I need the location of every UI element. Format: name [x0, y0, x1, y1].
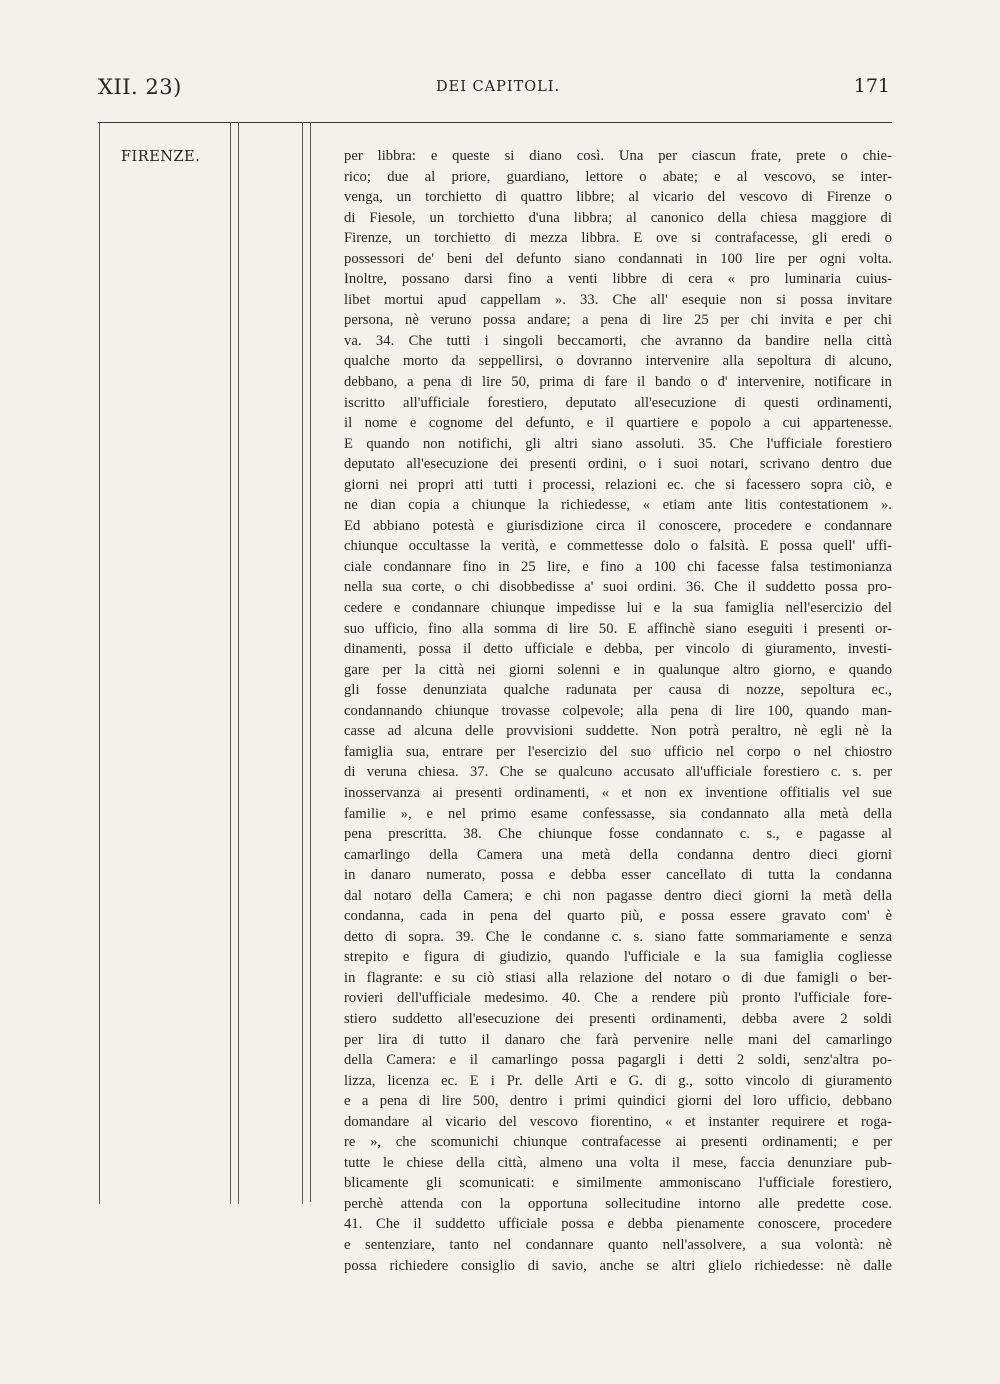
- text-line: qualche morto da seppellirsi, o dovranno intervenire alla sepoltura di alcuno,: [344, 353, 892, 370]
- text-line: lizza, licenza ec. E i Pr. delle Arti e G. di g., sotto vincolo di giuramento: [344, 1072, 892, 1089]
- column-divider: [302, 122, 303, 1204]
- city-label: FIRENZE.: [121, 149, 201, 165]
- text-line: cedere e condannare chiunque impedisse lui e la sua famiglia nell'esercizio del: [344, 600, 892, 617]
- text-line: ciale condannare fino in 25 lire, e fino a 100 chi facesse falsa testimonianza: [344, 558, 892, 575]
- text-line: ne dian copia a chiunque la richiedesse, « etiam ante litis contestationem ».: [344, 497, 892, 514]
- text-line: dal notaro della Camera; e chi non pagasse dentro dieci giorni la metà della: [344, 887, 892, 904]
- text-line: pena prescritta. 38. Che chiunque fosse condannato c. s., e pagasse al: [344, 826, 892, 843]
- text-line: domandare al vicario del vescovo fiorentino, « et instanter requirere et roga-: [344, 1113, 892, 1130]
- text-line: rovieri dell'ufficiale medesimo. 40. Che a rendere più pronto l'ufficiale fore-: [344, 990, 892, 1007]
- text-line: stiero suddetto all'esecuzione dei presenti ordinamenti, debba avere 2 soldi: [344, 1010, 892, 1027]
- text-line: di Fiesole, un torchietto d'una libbra; al canonico della chiesa maggiore di: [344, 209, 892, 226]
- page-number: 171: [853, 75, 890, 97]
- main-text: [344, 146, 892, 1276]
- header-rule: [98, 122, 892, 123]
- text-line: in danaro numerato, possa e debba esser cancellato di tutta la condanna: [344, 867, 892, 884]
- text-line: camarlingo della Camera una metà della condanna dentro dieci giorni: [344, 846, 892, 863]
- text-line: debbano, a pena di lire 50, prima di fare il bando o d' intervenire, notificare in: [344, 374, 892, 391]
- text-line: deputato all'esecuzione dei presenti ordini, o i suoi notari, scrivano dentro due: [344, 456, 892, 473]
- text-line: di veruna chiesa. 37. Che se qualcuno accusato all'ufficiale forestiero c. s. per: [344, 764, 892, 781]
- running-title: DEI CAPITOLI.: [436, 79, 561, 95]
- text-line: rico; due al priore, guardiano, lettore o abate; e al vescovo, se inter-: [344, 168, 892, 185]
- text-line: casse ad alcuna delle provvisioni suddette. Non potrà peraltro, nè egli nè la: [344, 723, 892, 740]
- text-line: della Camera: e il camarlingo possa pagargli i detti 2 soldi, senz'altra po-: [344, 1052, 892, 1069]
- column-divider: [238, 122, 239, 1204]
- text-line: libet mortui apud cappellam ». 33. Che all' esequie non si possa invitare: [344, 291, 892, 308]
- text-line: Ed abbiano potestà e giurisdizione circa il conoscere, procedere e condannare: [344, 517, 892, 534]
- text-line: inosservanza ai presenti ordinamenti, « et non ex inventione offitialis vel sue: [344, 784, 892, 801]
- text-line: persona, nè veruno possa andare; a pena di lire 25 per chi invita e per chi: [344, 312, 892, 329]
- text-line: famiglia sua, entrare per l'esercizio del suo ufficio nel corpo o nel chiostro: [344, 743, 892, 760]
- text-line: familie », e nel primo esame confessasse, sia condannato alla metà della: [344, 805, 892, 822]
- text-line: nella sua corte, o chi disobbedisse a' suoi ordini. 36. Che il suddetto possa pro-: [344, 579, 892, 596]
- text-line: detto di sopra. 39. Che le condanne c. s. siano fatte sommariamente e senza: [344, 928, 892, 945]
- text-line: re », che scomunichi chiunque contrafacesse ai presenti ordinamenti; e per: [344, 1134, 892, 1151]
- text-line: e sentenziare, tanto nel condannare quanto nell'assolvere, a sua volontà: nè: [344, 1236, 892, 1253]
- column-divider: [230, 122, 231, 1204]
- text-line: e a pena di lire 500, dentro i primi quindici giorni del loro ufficio, debbano: [344, 1093, 892, 1110]
- text-line: gare per la città nei giorni solenni e in qualunque altro giorno, e quando: [344, 661, 892, 678]
- text-line: in flagrante: e su ciò stiasi alla relazione del notaro o di due famigli o ber-: [344, 969, 892, 986]
- text-line: per libbra: e queste si diano così. Una per ciascun frate, prete o chie-: [344, 148, 892, 164]
- text-line: venga, un torchietto di quattro libbre; al vicario del vescovo di Firenze o: [344, 189, 892, 206]
- text-line: Firenze, un torchietto di mezza libbra. E ove si contrafacesse, gli eredi o: [344, 230, 892, 247]
- text-line: dinamenti, possa il detto ufficiale e debba, per vincolo di giuramento, investi-: [344, 641, 892, 658]
- text-line: strepito e figura di giudizio, quando l'ufficiale e la sua famiglia cogliesse: [344, 949, 892, 966]
- text-line: giorni nei propri atti tutti i processi, relazioni ec. che si facessero sopra ciò, e: [344, 476, 892, 493]
- text-line: condanna, cada in pena del quarto più, e possa essere gravato com' è: [344, 908, 892, 925]
- text-line: condannando chiunque trovasse colpevole; alla pena di lire 100, quando man-: [344, 702, 892, 719]
- column-divider: [310, 122, 311, 1202]
- section-reference: XII. 23): [98, 75, 182, 99]
- text-line: per lira di tutto il danaro che farà pervenire nelle mani del camarlingo: [344, 1031, 892, 1048]
- text-line: E quando non notifichi, gli altri siano assoluti. 35. Che l'ufficiale forestiero: [344, 435, 892, 452]
- text-line: possessori de' beni del defunto siano condannati in 100 lire per ogni volta.: [344, 250, 892, 267]
- text-line: suo ufficio, fino alla somma di lire 50. E affinchè siano eseguiti i presenti or-: [344, 620, 892, 637]
- text-line: va. 34. Che tutti i singoli beccamorti, che avranno da bandire nella città: [344, 332, 892, 349]
- text-line: gli fosse denunziata qualche radunata per causa di nozze, sepoltura ec.,: [344, 682, 892, 699]
- text-line: possa richiedere consiglio di savio, anche se altri glielo richiedesse: nè dalle: [344, 1257, 892, 1274]
- text-line: Inoltre, possano darsi fino a venti libbre di cera « pro luminaria cuius-: [344, 271, 892, 288]
- column-divider: [99, 122, 100, 1204]
- text-line: iscritto all'ufficiale forestiero, deputato all'esecuzione di questi ordinamenti,: [344, 394, 892, 411]
- text-line: tutte le chiese della città, almeno una volta il mese, faccia denunziare pub-: [344, 1154, 892, 1171]
- text-line: perchè attenda con la opportuna sollecitudine intorno alle predette cose.: [344, 1195, 892, 1212]
- page-header: [98, 75, 890, 105]
- text-line: 41. Che il suddetto ufficiale possa e debba pienamente conoscere, procedere: [344, 1216, 892, 1233]
- text-line: il nome e cognome del defunto, e il quartiere e popolo a cui appartenesse.: [344, 415, 892, 432]
- text-line: chiunque occultasse la verità, e commettesse dolo o falsità. E possa quell' uffi-: [344, 538, 892, 555]
- text-line: blicamente gli scomunicati: e similmente ammoniscano l'ufficiale forestiero,: [344, 1175, 892, 1192]
